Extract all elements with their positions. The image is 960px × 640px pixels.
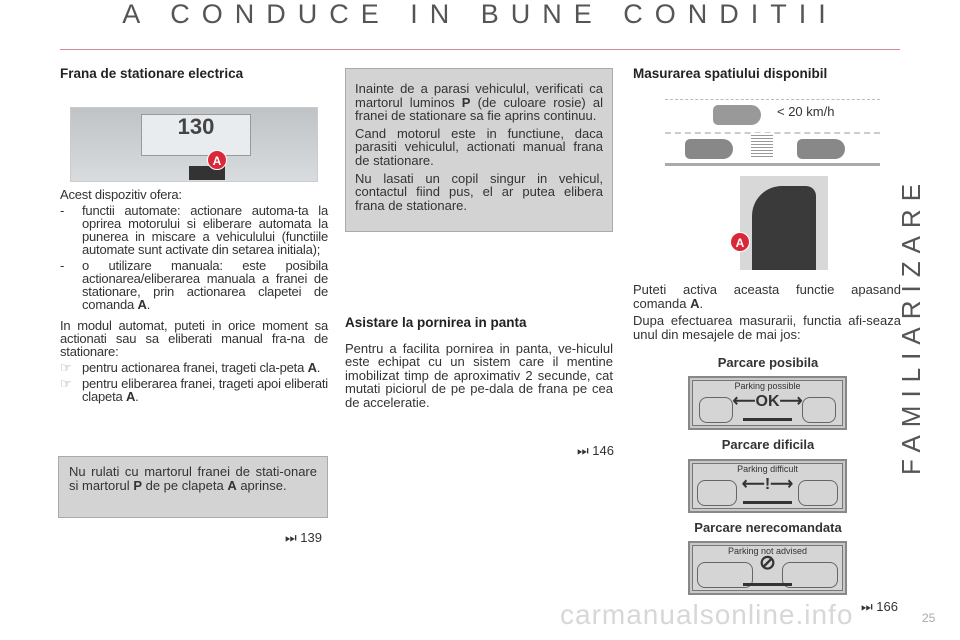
paragraph: Puteti activa aceasta functie apasand comanda (633, 282, 901, 311)
left-column (60, 67, 328, 81)
steering-control-image (735, 176, 828, 270)
lane-line (665, 99, 880, 100)
paragraph: Pentru a facilita pornirea in panta, ve-hiculul este echipat cu un sistem care il mentine imobilizat timp de aproximativ 2 secunde, cat mutati piciorul de pe pe-dala de frana pe cea de acceleratie. (345, 340, 613, 410)
page-reference[interactable] (250, 531, 322, 545)
section-heading: Frana de stationare electrica (60, 66, 244, 81)
dash-marker: - (60, 203, 65, 218)
note-text: aprinse. (240, 477, 287, 493)
right-text: Puteti activa aceasta functie apasand comanda A. Dupa efectuarea masurarii, functia afi-seaza unul din mesajele de mai jos: (633, 282, 901, 342)
list-text: o utilizare manuala: este posibila actionarea/eliberarea manuala a franei de stationare, prin actionarea clapetei de comanda (82, 258, 328, 312)
list-text: pentru actionarea franei, trageti cla-peta (82, 360, 305, 375)
screen-text: Parking difficult (737, 464, 798, 474)
page-reference[interactable] (540, 444, 614, 458)
warning-note-box (58, 456, 328, 518)
message-title: Parcare dificila (721, 437, 815, 452)
page-number: 25 (922, 611, 936, 625)
warning-arrows-icon: ⟵!⟶ (741, 476, 794, 493)
list-item: ☞ pentru eliberarea franei, trageti apoi eliberati clapeta A. (60, 376, 328, 404)
parked-car (797, 139, 845, 159)
box-text: Nu lasati un copil singur in vehicul, contactul fiind pus, el ar putea elibera frana de stationare. (355, 170, 603, 213)
section-label: FAMILIARIZARE (896, 175, 926, 475)
bold-a: A (137, 297, 147, 312)
list-text-wrap: o utilizare manuala: este posibila actionarea/eliberarea manuala a franei de stationare, prin actionarea clapetei de comanda A. (82, 258, 328, 312)
list-text: pentru eliberarea franei, trageti apoi eliberati clapeta (82, 376, 328, 404)
prohibited-icon: ⊘ (759, 552, 776, 574)
bold-p: P (133, 477, 142, 493)
skip-forward-icon: ⏭ (576, 443, 589, 458)
intro-text: Acest dispozitiv ofera: (60, 187, 182, 202)
screen-text: Parking not advised (727, 546, 808, 556)
hand-pointer-icon: ☞ (60, 376, 72, 391)
reference-page: 166 (876, 599, 898, 614)
paragraph: In modul automat, puteti in orice moment sa actionati sau sa eliberati manual fra-na de stationare: (60, 318, 328, 359)
title-divider (60, 49, 900, 50)
skip-forward-icon: ⏭ (860, 599, 873, 614)
dashboard-image (70, 107, 318, 182)
speed-label: < 20 km/h (777, 104, 835, 119)
left-text (60, 188, 328, 406)
list-item (60, 204, 328, 256)
parking-difficult-screen (688, 459, 847, 513)
bold-p: P (461, 94, 471, 110)
box-text: Cand motorul este in functiune, daca parasiti vehiculul, actionati manual frana de stationare. (355, 125, 603, 168)
reference-page: 139 (300, 530, 322, 545)
parking-space-diagram (665, 95, 880, 167)
dash-marker: - (60, 258, 65, 273)
page-title: A CONDUCE IN BUNE CONDITII (122, 0, 838, 29)
bold-a: A (125, 389, 136, 404)
message-title: Parcare nerecomandata (694, 520, 842, 535)
space-bar (743, 418, 792, 421)
moving-car (713, 105, 761, 125)
box-text: Inainte de a parasi vehiculul, verificati ca martorul luminos (355, 81, 603, 110)
sensor-waves (751, 133, 773, 157)
list-item (60, 259, 328, 311)
bold-a: A (227, 477, 237, 493)
callout-a-badge: A (207, 150, 227, 170)
ok-arrows-icon: ⟵OK⟶ (732, 393, 803, 410)
watermark: carmanualsonline.info (560, 599, 854, 630)
list-text: functii automate: actionare automa-ta la oprirea motorului si eliberare automata la punerea in miscare a vehiculului (functiile automate sunt activate din setarea initiala); (82, 203, 328, 257)
right-column (633, 67, 901, 81)
instrument-display: 130 (141, 114, 251, 156)
parked-car (685, 139, 733, 159)
kerb (665, 163, 880, 166)
list-item: ☞ pentru actionarea franei, trageti cla-peta A. (60, 360, 321, 375)
parking-possible-screen (688, 376, 847, 430)
hand-pointer-icon: ☞ (60, 360, 72, 375)
message-title: Parcare posibila (717, 355, 819, 370)
note-text: de pe clapeta (145, 477, 224, 493)
callout-a-badge: A (730, 232, 750, 252)
screen-text: Parking possible (734, 381, 801, 391)
warning-box (345, 68, 613, 232)
note-text: Nu rulati cu martorul franei de stati-onare si martorul (69, 464, 317, 493)
hill-start-section (345, 316, 613, 414)
parking-not-advised-screen (688, 541, 847, 595)
section-heading: Asistare la pornirea in panta (345, 315, 527, 330)
section-heading: Masurarea spatiului disponibil (633, 66, 828, 81)
paragraph: Dupa efectuarea masurarii, functia afi-seaza unul din mesajele de mai jos: (633, 313, 901, 342)
bold-a: A (690, 295, 700, 311)
box-text: (de culoare rosie) al franei de stationare sa fie aprins continuu. (355, 94, 603, 124)
space-bar (743, 583, 792, 586)
space-bar (743, 501, 792, 504)
reference-page: 146 (592, 443, 614, 458)
skip-forward-icon: ⏭ (284, 530, 297, 545)
bold-a: A (307, 360, 317, 375)
control-stalk (752, 186, 816, 270)
